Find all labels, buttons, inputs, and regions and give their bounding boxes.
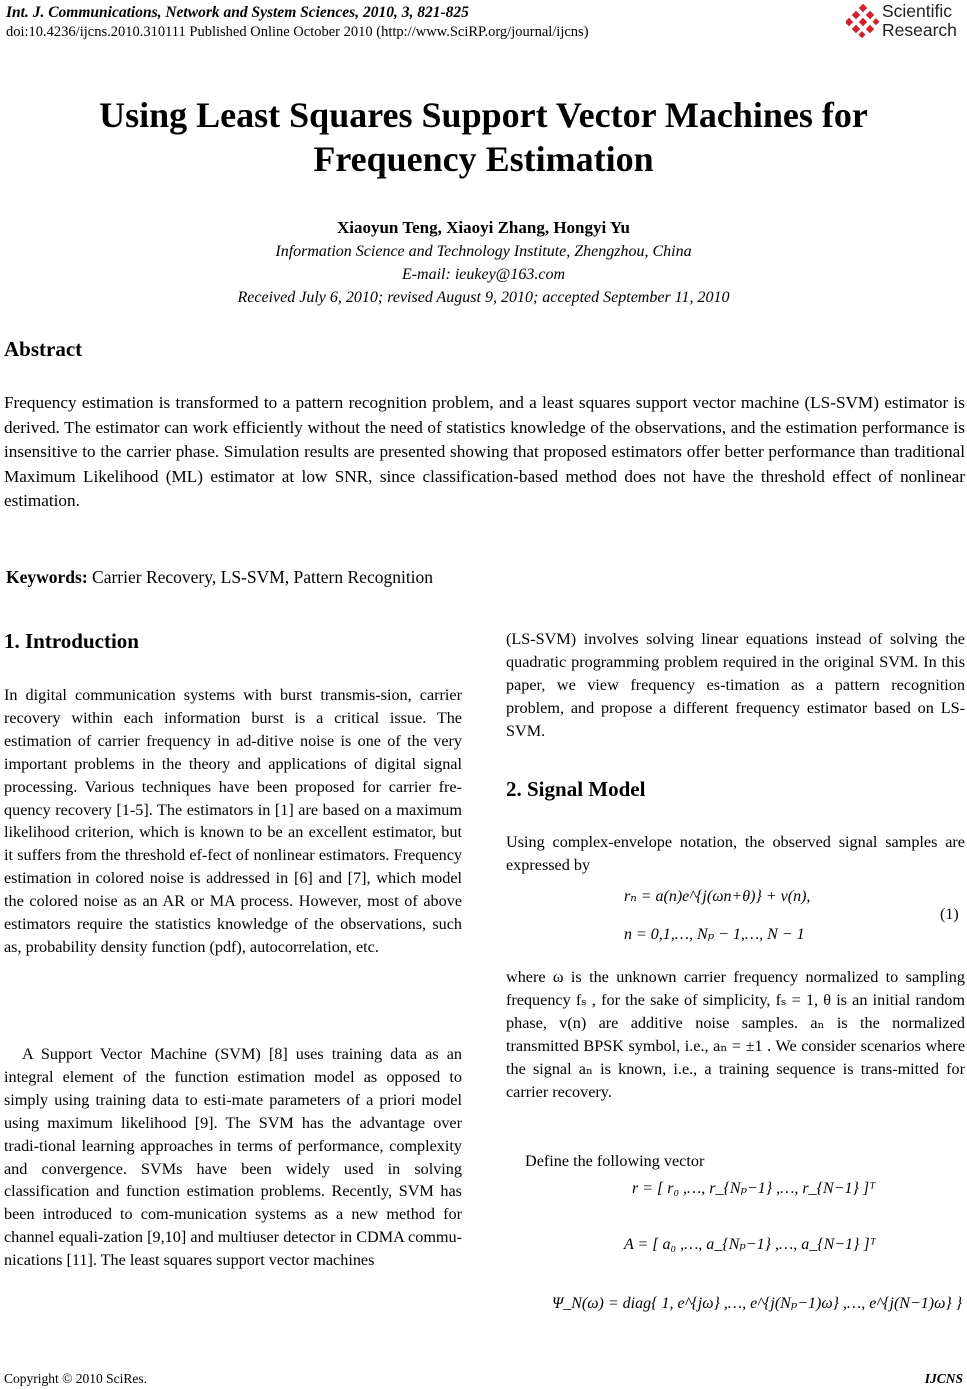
keywords-text: Carrier Recovery, LS-SVM, Pattern Recognition — [92, 567, 434, 587]
section-1-paragraph-1: In digital communication systems with burst transmis-sion, carrier recovery within each information burst is a critical issue. The estimation of carrier frequency in ad-ditive noise is one of the very important problems in the theory and applications of digital signal processing. Various techniques have been proposed for carrier fre-quency recovery [1-5]. The estimators in [1] are based on a maximum likelihood criterion, which is known to be an excellent estimator, but it suffers from the threshold ef-fect of nonlinear estimators. Frequency estimation in colored noise is addressed in [6] and [7], which model the colored noise as an AR or MA process. However, most of above estimators require the statistics knowledge of the observations, such as, probability density function (pdf), autocorrelation, etc. — [4, 686, 462, 956]
logo-line-2: Research — [882, 20, 957, 40]
copyright: Copyright © 2010 SciRes. — [4, 1371, 148, 1386]
journal-citation: Int. J. Communications, Network and System Sciences, 2010, 3, 821-825 — [6, 4, 469, 21]
email: E-mail: ieukey@163.com — [401, 266, 566, 283]
abstract-text: Frequency estimation is transformed to a pattern recognition problem, and a least squares support vector machine (LS-SVM) estimator is derived. The estimator can work efficiently without the need of statistics knowledge of the observations, and the estimation performance is insensitive to the carrier phase. Simulation results are presented showing that proposed estimators offer better performance than traditional Maximum Likelihood (ML) estimator at low SNR, since classification-based method does not have the threshold effect of nonlinear estimation. — [4, 393, 965, 510]
publisher-logo — [846, 0, 967, 46]
section-2-heading: 2. Signal Model — [506, 777, 646, 801]
section-2-paragraph-2: where ω is the unknown carrier frequency normalized to sampling frequency fₛ , for the sake of simplicity, fₛ = 1, θ is an initial random phase, v(n) are additive noise samples. aₙ is the normalized transmitted BPSK symbol, i.e., aₙ = ±1 . We consider scenarios where the signal aₙ is known, i.e., a training sequence is trans-mitted for carrier recovery. — [506, 968, 965, 1101]
keywords — [6, 567, 433, 588]
title-line-2: Frequency Estimation — [313, 139, 654, 179]
equation-1-number: (1) — [940, 906, 959, 923]
section-2-paragraph-1: Using complex-envelope notation, the observed signal samples are expressed by — [506, 833, 965, 874]
section-2-paragraph-3: Define the following vector — [525, 1152, 705, 1170]
logo-diamond-icon — [846, 4, 880, 38]
equation-1-line-2: n = 0,1,…, Nₚ − 1,…, N − 1 — [624, 926, 805, 943]
section-1-paragraph-3: (LS-SVM) involves solving linear equations instead of solving the quadratic programming problem required in the original SVM. In this paper, we view frequency es-timation as a pattern recognition problem, and propose a different frequency estimator based on LS-SVM. — [506, 630, 965, 740]
equation-1-line-1: rₙ = a(n)e^{j(ωn+θ)} + v(n), — [624, 888, 811, 905]
equation-psi-matrix: Ψ_N(ω) = diag{ 1, e^{jω} ,…, e^{j(Nₚ−1)ω} ,…, e^{j(N−1)ω} } — [552, 1295, 963, 1312]
received-dates: Received July 6, 2010; revised August 9, 2010; accepted September 11, 2010 — [237, 289, 730, 306]
logo-line-1: Scientific — [882, 1, 953, 21]
equation-a-vector: A = [ a₀ ,…, a_{Nₚ−1} ,…, a_{N−1} ]ᵀ — [624, 1236, 876, 1253]
doi-line: doi:10.4236/ijcns.2010.310111 Published Online October 2010 (http://www.SciRP.org/journal/ijcns) — [6, 24, 589, 40]
keywords-label: Keywords: — [6, 567, 88, 587]
affiliation: Information Science and Technology Institute, Zhengzhou, China — [275, 243, 692, 260]
section-1-heading: 1. Introduction — [4, 629, 139, 653]
title-line-1: Using Least Squares Support Vector Machines for — [99, 95, 868, 135]
abstract-heading: Abstract — [4, 337, 83, 361]
section-1-paragraph-2: A Support Vector Machine (SVM) [8] uses training data as an integral element of the function estimation model as opposed to simply using training data to esti-mate parameters of a priori model using maximum likelihood [9]. The SVM has the advantage over tradi-tional learning approaches in terms of performance, complexity and convergence. SVMs have been widely used in solving classification and function estimation problems. Recently, SVM has been introduced to com-munication systems as a new method for channel equali-zation [9,10] and multiuser detector in CDMA commu-nications [11]. The least squares support vector machines — [4, 1045, 462, 1270]
journal-abbreviation: IJCNS — [924, 1371, 963, 1386]
paper-title — [0, 93, 967, 181]
equation-r-vector: r = [ r₀ ,…, r_{Nₚ−1} ,…, r_{N−1} ]ᵀ — [632, 1180, 876, 1197]
logo-wordmark — [882, 2, 957, 40]
authors: Xiaoyun Teng, Xiaoyi Zhang, Hongyi Yu — [336, 218, 631, 237]
